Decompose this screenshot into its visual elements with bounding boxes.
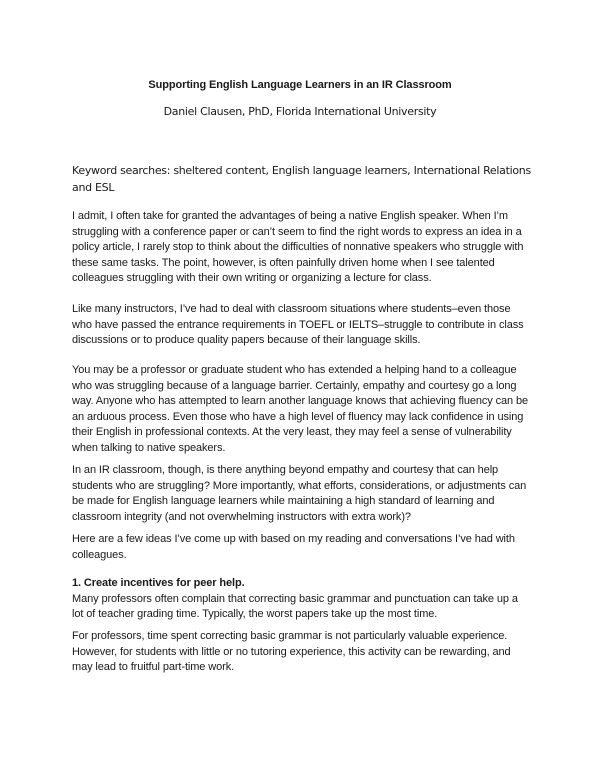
paragraph-helping-hand: You may be a professor or graduate student who has extended a helping hand to a colleague who was struggling because of a language barrier. Certainly, empathy and courtesy go a long way. Anyone who has attempted to learn another language knows that achieving fluency can be an arduous process. Even those who have a high level of fluency may lack confidence in using their English in professional contexts. At the very least, they may feel a sense of vulnerability when talking to native speakers. xyxy=(72,364,529,454)
paragraph-professors: For professors, time spent correcting basic grammar is not particularly valuable experience. However, for students with little or no tutoring experience, this activity can be rewarding, and may lead to fruitful part-time work. xyxy=(72,630,511,673)
paragraph-ideas: Here are a few ideas I’ve come up with based on my reading and conversations I’ve had with colleagues. xyxy=(72,533,515,561)
paragraph-ir-classroom: In an IR classroom, though, is there anything beyond empathy and courtesy that can help students who are struggling? More importantly, what efforts, considerations, or adjustments can be made for English language learners while maintaining a high standard of learning and classroom integrity (and not overwhelming instructors with extra work)? xyxy=(72,464,527,523)
section-1-heading: 1. Create incentives for peer help. xyxy=(72,577,245,589)
author-line: Daniel Clausen, PhD, Florida International University xyxy=(163,105,437,118)
paragraph-intro: I admit, I often take for granted the advantages of being a native English speaker. When I’m struggling with a conference paper or can’t seem to find the right words to express an idea in a policy article, I rarely stop to think about the difficulties of nonnative speakers who struggle with these same tasks. The point, however, is often painfully driven home when I see talented colleagues struggling with their own writing or organizing a lecture for class. xyxy=(72,210,524,284)
keywords-line: Keyword searches: sheltered content, English language learners, International Relations and ESL xyxy=(72,164,531,194)
paragraph-instructors: Like many instructors, I’ve had to deal with classroom situations where students–even those who have passed the entrance requirements in TOEFL or IELTS–struggle to contribute in class discussions or to produce quality papers because of their language skills. xyxy=(72,303,524,346)
section-1-body: Many professors often complain that correcting basic grammar and punctuation can take up a lot of teacher grading time. Typically, the worst papers take up the most time. xyxy=(72,592,518,620)
document-title: Supporting English Language Learners in an IR Classroom xyxy=(148,79,452,91)
section-1 xyxy=(72,576,532,623)
